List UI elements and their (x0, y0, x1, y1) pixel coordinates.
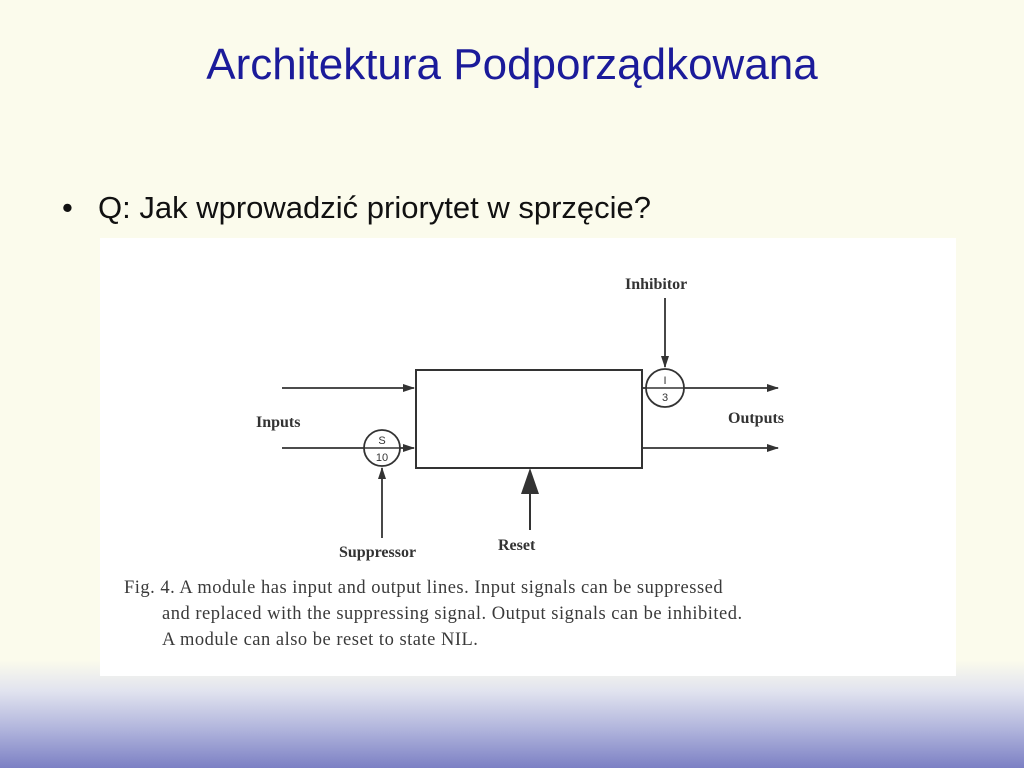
inhibitor-node-bottom: 3 (661, 392, 669, 404)
outputs-label: Outputs (728, 410, 785, 427)
suppressor-node-bottom: 10 (375, 452, 389, 464)
bullet-dot: • (62, 190, 73, 225)
inhibitor-node-top: I (663, 375, 667, 387)
reset-arrowhead (521, 468, 539, 494)
bullet-text: Q: Jak wprowadzić priorytet w sprzęcie? (98, 190, 652, 225)
module-figure (100, 238, 956, 676)
caption-line-2: and replaced with the suppressing signal. Output signals can be inhibited. (162, 604, 743, 624)
inputs-label: Inputs (256, 414, 301, 431)
bullet-item (62, 190, 651, 226)
inhibitor-label: Inhibitor (625, 276, 688, 293)
slide-title: Architektura Podporządkowana (206, 40, 818, 89)
module-box (416, 370, 642, 468)
figure-caption (124, 575, 934, 653)
caption-line-3: A module can also be reset to state NIL. (162, 630, 479, 650)
suppressor-node-top: S (378, 435, 386, 447)
caption-line-1: Fig. 4. A module has input and output lines. Input signals can be suppressed (124, 578, 724, 598)
suppressor-label: Suppressor (339, 544, 417, 561)
reset-label: Reset (498, 537, 536, 554)
